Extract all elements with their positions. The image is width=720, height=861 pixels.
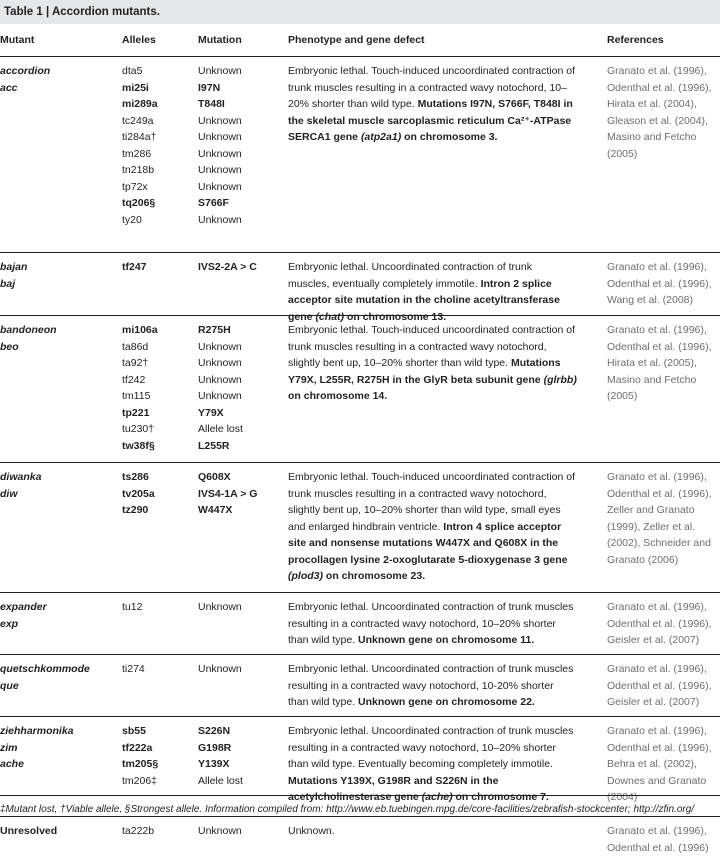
mutation: Allele lost bbox=[198, 774, 243, 787]
table-row bbox=[0, 463, 720, 593]
mutant-name: ziehharmonika bbox=[0, 725, 74, 737]
phenotype-line bbox=[288, 599, 596, 616]
references-cell bbox=[607, 63, 720, 162]
phenotype-text: resulting in a contracted wavy notochord, 10–20% shorter bbox=[288, 617, 556, 630]
mutant-name: bajan bbox=[0, 261, 28, 273]
alleles-cell bbox=[122, 723, 202, 789]
allele: dta5 bbox=[122, 65, 143, 77]
mutation-cell bbox=[198, 823, 283, 840]
alleles-cell bbox=[122, 322, 202, 454]
reference-line: Odenthal et al. (1996), bbox=[607, 741, 712, 754]
phenotype-line bbox=[288, 568, 596, 585]
allele: ta222b bbox=[122, 825, 155, 837]
phenotype-line bbox=[288, 63, 596, 80]
mutant-name: acc bbox=[0, 81, 18, 94]
references-cell bbox=[607, 469, 720, 568]
table-row bbox=[0, 593, 720, 655]
phenotype-cell bbox=[288, 322, 596, 405]
phenotype-line bbox=[288, 632, 596, 649]
allele: tu230† bbox=[122, 423, 155, 435]
phenotype-text: Embryonic lethal. Touch-induced uncoordinated contraction of bbox=[288, 471, 575, 483]
phenotype-line bbox=[288, 96, 596, 113]
phenotype-text: Intron 4 splice acceptor bbox=[443, 520, 562, 533]
mutation: Unknown bbox=[198, 114, 242, 127]
phenotype-line bbox=[288, 723, 596, 740]
table-row bbox=[0, 817, 720, 861]
phenotype-cell bbox=[288, 723, 596, 806]
allele: tm205§ bbox=[122, 758, 159, 770]
mutant-name: diwanka bbox=[0, 471, 42, 483]
phenotype-line bbox=[288, 339, 596, 356]
phenotype-text: trunk muscles resulting in a contracted wavy notochord, 10– bbox=[288, 81, 567, 94]
table-row bbox=[0, 316, 720, 463]
mutation-cell bbox=[198, 661, 283, 678]
mutation: I97N bbox=[198, 81, 221, 94]
mutant-name: diw bbox=[0, 487, 18, 500]
table-row bbox=[0, 57, 720, 253]
phenotype-line bbox=[288, 616, 596, 633]
mutation: Unknown bbox=[198, 147, 242, 160]
mutation: Unknown bbox=[198, 663, 242, 675]
allele: tf222a bbox=[122, 741, 153, 754]
reference-line: Granato et al. (1996), bbox=[607, 725, 707, 737]
reference-line: Wang et al. (2008) bbox=[607, 294, 693, 306]
table-title: Table 1 | Accordion mutants. bbox=[0, 0, 720, 24]
references-cell bbox=[607, 599, 720, 649]
reference-line: Geisler et al. (2007) bbox=[607, 634, 700, 646]
reference-line: Odenthal et al. (1996), bbox=[607, 679, 712, 692]
mutation-cell bbox=[198, 599, 283, 616]
phenotype-line bbox=[288, 740, 596, 757]
mutation: Y139X bbox=[198, 758, 230, 770]
phenotype-cell bbox=[288, 823, 596, 840]
allele: ta86d bbox=[122, 340, 149, 353]
reference-line: Odenthal et al. (1996), bbox=[607, 617, 712, 630]
phenotype-line bbox=[288, 355, 596, 372]
phenotype-text: Y79X, L255R, R275H in the GlyR beta subunit gene bbox=[288, 373, 544, 386]
header-phenotype: Phenotype and gene defect bbox=[288, 34, 425, 46]
mutation: Y79X bbox=[198, 406, 224, 419]
phenotype-text: Embryonic lethal. Touch-induced uncoordinated contraction of bbox=[288, 324, 575, 336]
mutation: Unknown bbox=[198, 601, 242, 613]
mutation: G198R bbox=[198, 741, 232, 754]
allele: ti274 bbox=[122, 663, 145, 675]
phenotype-text: gene bbox=[288, 310, 316, 323]
phenotype-text: than wild type. Eventually becoming completely immotile. bbox=[288, 758, 553, 770]
mutant-cell bbox=[0, 723, 115, 773]
allele: tu12 bbox=[122, 601, 143, 613]
reference-line: Hirata et al. (2004), bbox=[607, 98, 697, 110]
phenotype-text: and enlarged hindbrain ventricle. bbox=[288, 520, 444, 533]
mutation: Unknown bbox=[198, 390, 242, 402]
reference-line: (2002), Schneider and bbox=[607, 537, 711, 549]
mutant-name: Unresolved bbox=[0, 825, 58, 837]
phenotype-line bbox=[288, 292, 596, 309]
phenotype-text: acceptor site mutation in the choline acetyltransferase bbox=[288, 294, 560, 306]
phenotype-line bbox=[288, 113, 596, 130]
mutant-name: accordion bbox=[0, 65, 51, 77]
table-body bbox=[0, 57, 720, 861]
header-alleles: Alleles bbox=[122, 34, 156, 46]
references-cell bbox=[607, 661, 720, 711]
mutation: IVS4-1A > G bbox=[198, 487, 258, 500]
mutant-name: zim bbox=[0, 741, 18, 754]
table-header bbox=[0, 24, 720, 57]
mutant-name: exp bbox=[0, 617, 19, 630]
phenotype-text: Embryonic lethal. Uncoordinated contraction of trunk muscles bbox=[288, 725, 574, 737]
alleles-cell bbox=[122, 599, 202, 616]
mutant-name: que bbox=[0, 679, 19, 692]
mutant-name: bandoneon bbox=[0, 324, 57, 336]
phenotype-cell bbox=[288, 63, 596, 146]
mutation: Unknown bbox=[198, 373, 242, 386]
mutant-name: expander bbox=[0, 601, 47, 613]
phenotype-text: acetylcholinesterase gene bbox=[288, 791, 422, 803]
table-bottom-rule bbox=[0, 795, 720, 796]
mutation-cell bbox=[198, 322, 283, 454]
mutation-cell bbox=[198, 259, 283, 276]
mutant-name: beo bbox=[0, 340, 19, 353]
alleles-cell bbox=[122, 469, 202, 519]
phenotype-line bbox=[288, 502, 596, 519]
alleles-cell bbox=[122, 259, 202, 276]
reference-line: Odenthal et al. (1996), bbox=[607, 487, 712, 500]
mutation-cell bbox=[198, 63, 283, 228]
phenotype-text: Embryonic lethal. Uncoordinated contraction of trunk muscles bbox=[288, 601, 574, 613]
mutation: Unknown bbox=[198, 213, 242, 226]
reference-line: Granato et al. (1996), bbox=[607, 471, 707, 483]
reference-line: Granato et al. (1996), bbox=[607, 825, 707, 837]
allele: ts286 bbox=[122, 471, 149, 483]
phenotype-text: Embryonic lethal. Touch-induced uncoordinated contraction of bbox=[288, 65, 575, 77]
reference-line: Zeller and Granato bbox=[607, 504, 695, 516]
phenotype-text: site and nonsense mutations W447X and Q608X in the bbox=[288, 537, 559, 549]
allele: mi106a bbox=[122, 324, 158, 336]
mutation: Unknown bbox=[198, 180, 242, 193]
gene-symbol: (chat) bbox=[315, 310, 345, 323]
phenotype-text: than wild type. bbox=[288, 634, 359, 646]
reference-line: Odenthal et al. (1996), bbox=[607, 81, 712, 94]
phenotype-line bbox=[288, 372, 596, 389]
mutant-cell bbox=[0, 661, 115, 694]
mutant-cell bbox=[0, 469, 115, 502]
phenotype-text: slightly bent up, 10–20% shorter than wild type, small eyes bbox=[288, 504, 561, 516]
alleles-cell bbox=[122, 63, 202, 228]
gene-symbol: (ache) bbox=[421, 791, 453, 803]
gene-symbol: (plod3) bbox=[288, 570, 323, 582]
mutation: Unknown bbox=[198, 164, 242, 176]
allele: tf247 bbox=[122, 261, 147, 273]
header-references: References bbox=[607, 34, 664, 46]
mutation: IVS2-2A > C bbox=[198, 261, 257, 273]
phenotype-line bbox=[288, 756, 596, 773]
reference-line: (1999), Zeller et al. bbox=[607, 520, 696, 533]
reference-line: Granato et al. (1996), bbox=[607, 324, 707, 336]
reference-line: Gleason et al. (2004), bbox=[607, 114, 708, 127]
allele: tf242 bbox=[122, 373, 146, 386]
allele: tp72x bbox=[122, 180, 148, 193]
allele: tp221 bbox=[122, 406, 150, 419]
phenotype-text: Mutations Y139X, G198R and S226N in the bbox=[288, 774, 499, 787]
references-cell bbox=[607, 322, 720, 405]
phenotype-text: 20% shorter than wild type. bbox=[288, 98, 418, 110]
phenotype-line bbox=[288, 129, 596, 146]
phenotype-text: resulting in a contracted wavy notochord, 10–20% shorter bbox=[288, 741, 556, 754]
mutant-cell bbox=[0, 599, 115, 632]
header-mutant: Mutant bbox=[0, 34, 35, 46]
references-cell bbox=[607, 259, 720, 309]
allele: tq206§ bbox=[122, 197, 156, 209]
allele: tw38f§ bbox=[122, 439, 155, 452]
phenotype-text: on chromosome 7. bbox=[452, 791, 549, 803]
allele: tz290 bbox=[122, 504, 149, 516]
phenotype-line bbox=[288, 259, 596, 276]
allele: tv205a bbox=[122, 487, 155, 500]
reference-line: Geisler et al. (2007) bbox=[607, 696, 700, 708]
mutant-cell bbox=[0, 322, 115, 355]
reference-line: Odenthal et al. (1996), bbox=[607, 277, 712, 290]
mutant-cell bbox=[0, 823, 115, 840]
gene-symbol: (glrbb) bbox=[543, 373, 577, 386]
phenotype-line bbox=[288, 552, 596, 569]
mutant-cell bbox=[0, 259, 115, 292]
allele: mi289a bbox=[122, 98, 158, 110]
phenotype-cell bbox=[288, 469, 596, 585]
mutation: T848I bbox=[198, 98, 225, 110]
phenotype-text: muscles, eventually completely immotile. bbox=[288, 277, 481, 290]
mutation: Unknown bbox=[198, 65, 242, 77]
phenotype-line bbox=[288, 535, 596, 552]
phenotype-text: Embryonic lethal. Uncoordinated contraction of trunk muscles bbox=[288, 663, 574, 675]
phenotype-text: slightly bent up, 10–20% shorter than wild type. bbox=[288, 357, 511, 369]
mutation: R275H bbox=[198, 324, 231, 336]
phenotype-text: Unknown. bbox=[288, 825, 335, 837]
mutation: Allele lost bbox=[198, 423, 243, 435]
mutation: Unknown bbox=[198, 340, 242, 353]
reference-line: Hirata et al. (2005), bbox=[607, 357, 697, 369]
reference-line: Masino and Fetcho bbox=[607, 131, 697, 143]
phenotype-line bbox=[288, 661, 596, 678]
allele: tm206‡ bbox=[122, 774, 158, 787]
phenotype-line bbox=[288, 388, 596, 405]
mutant-cell bbox=[0, 63, 115, 96]
allele: ty20 bbox=[122, 213, 142, 226]
mutant-name: baj bbox=[0, 277, 16, 290]
phenotype-text: Intron 2 splice bbox=[480, 277, 552, 290]
phenotype-text: on chromosome 23. bbox=[323, 570, 426, 582]
phenotype-text: SERCA1 gene bbox=[288, 131, 361, 143]
phenotype-cell bbox=[288, 661, 596, 711]
allele: tm115 bbox=[122, 390, 151, 402]
mutation: Unknown bbox=[198, 131, 242, 143]
phenotype-text: than wild type. bbox=[288, 696, 359, 708]
phenotype-line bbox=[288, 694, 596, 711]
mutation-cell bbox=[198, 723, 283, 789]
allele: tc249a bbox=[122, 114, 154, 127]
phenotype-line bbox=[288, 519, 596, 536]
phenotype-line bbox=[288, 678, 596, 695]
phenotype-text: Unknown gene on chromosome 22. bbox=[358, 696, 535, 708]
reference-line: Granato et al. (1996), bbox=[607, 65, 707, 77]
phenotype-text: Unknown gene on chromosome 11. bbox=[358, 634, 535, 646]
reference-line: Masino and Fetcho bbox=[607, 373, 697, 386]
allele: ti284a† bbox=[122, 131, 157, 143]
table-footnote: ‡Mutant lost, †Viable allele, §Strongest allele. Information compiled from: http://www.eb.tuebingen.mpg.de/core-facilities/zebrafish-stockcenter; http://zfin.org/ bbox=[0, 804, 695, 815]
reference-line: Granato et al. (1996), bbox=[607, 601, 707, 613]
mutant-name: ache bbox=[0, 758, 24, 770]
reference-line: Granato et al. (1996), bbox=[607, 663, 707, 675]
phenotype-cell bbox=[288, 599, 596, 649]
phenotype-line bbox=[288, 486, 596, 503]
phenotype-text: Mutations I97N, S766F, T848I in bbox=[417, 98, 573, 110]
references-cell bbox=[607, 723, 720, 806]
mutation: S766F bbox=[198, 197, 229, 209]
mutation: S226N bbox=[198, 725, 231, 737]
phenotype-text: the skeletal muscle sarcoplasmic reticulum Ca²⁺-ATPase bbox=[288, 114, 572, 127]
alleles-cell bbox=[122, 823, 202, 840]
phenotype-text: trunk muscles resulting in a contracted wavy notochord, bbox=[288, 340, 547, 353]
allele: mi25i bbox=[122, 81, 149, 94]
reference-line: Downes and Granato bbox=[607, 774, 707, 787]
reference-line: Granato (2006) bbox=[607, 553, 679, 566]
header-mutation: Mutation bbox=[198, 34, 242, 46]
allele: ta92† bbox=[122, 357, 149, 369]
reference-line: Behra et al. (2002), bbox=[607, 758, 697, 770]
mutation-cell bbox=[198, 469, 283, 519]
references-cell bbox=[607, 823, 720, 856]
reference-line: Odenthal et al. (1996) bbox=[607, 841, 709, 854]
mutation: W447X bbox=[198, 504, 233, 516]
allele: tn218b bbox=[122, 164, 155, 176]
phenotype-line bbox=[288, 322, 596, 339]
alleles-cell bbox=[122, 661, 202, 678]
reference-line: Granato et al. (1996), bbox=[607, 261, 707, 273]
gene-symbol: (atp2a1) bbox=[360, 131, 402, 143]
phenotype-line bbox=[288, 823, 596, 840]
reference-line: (2004) bbox=[607, 791, 638, 803]
phenotype-text: Embryonic lethal. Uncoordinated contraction of trunk bbox=[288, 261, 532, 273]
mutation: Q608X bbox=[198, 471, 231, 483]
table-row bbox=[0, 655, 720, 717]
mutation: L255R bbox=[198, 439, 230, 452]
reference-line: (2005) bbox=[607, 390, 638, 402]
mutation: Unknown bbox=[198, 825, 242, 837]
phenotype-text: on chromosome 14. bbox=[288, 390, 388, 402]
reference-line: Odenthal et al. (1996), bbox=[607, 340, 712, 353]
phenotype-text: resulting in a contracted wavy notochord, 10-20% shorter bbox=[288, 679, 554, 692]
phenotype-line bbox=[288, 773, 596, 790]
phenotype-line bbox=[288, 276, 596, 293]
mutant-name: quetschkommode bbox=[0, 663, 90, 675]
allele: sb55 bbox=[122, 725, 146, 737]
allele: tm286 bbox=[122, 147, 152, 160]
mutation: Unknown bbox=[198, 357, 242, 369]
table-row bbox=[0, 253, 720, 323]
reference-line: (2005) bbox=[607, 147, 638, 160]
phenotype-line bbox=[288, 469, 596, 486]
phenotype-text: Mutations bbox=[510, 357, 561, 369]
phenotype-text: on chromosome 13. bbox=[344, 310, 447, 323]
phenotype-text: trunk muscles resulting in a contracted wavy notochord, bbox=[288, 487, 547, 500]
phenotype-line bbox=[288, 80, 596, 97]
phenotype-text: procollagen lysine 2-oxoglutarate 5-dioxygenase 3 gene bbox=[288, 553, 568, 566]
phenotype-text: on chromosome 3. bbox=[401, 131, 498, 143]
